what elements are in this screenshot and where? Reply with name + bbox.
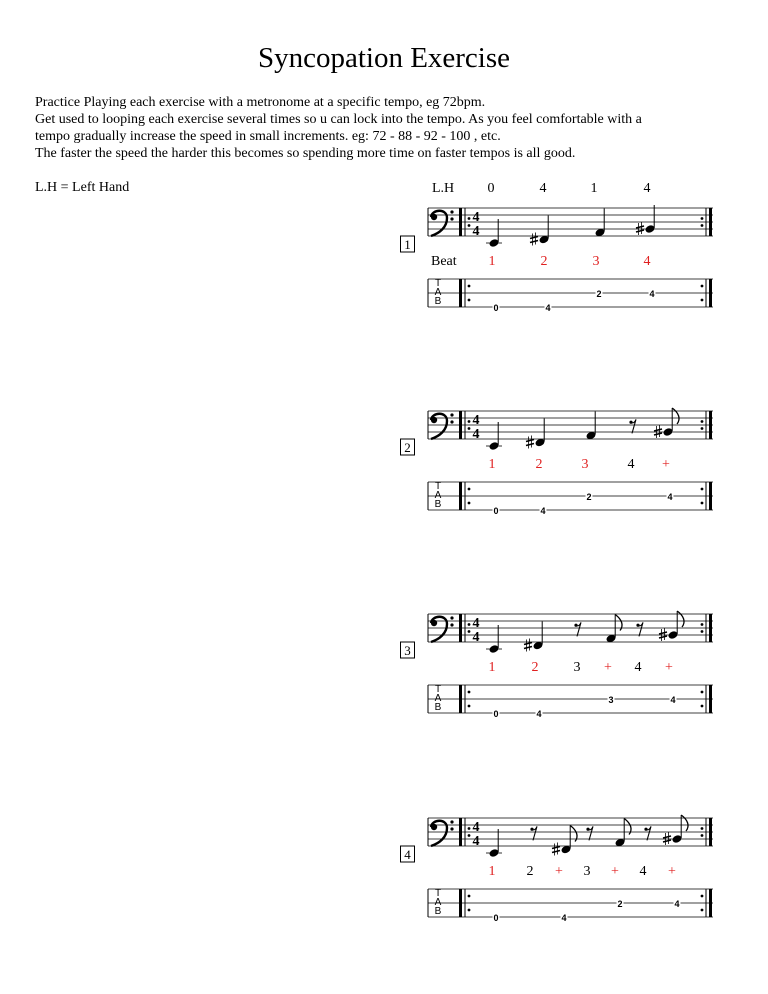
repeat-dot [468, 217, 471, 220]
repeat-end-thick [709, 208, 712, 236]
clef-dot [450, 616, 453, 619]
repeat-dot [701, 285, 704, 288]
repeat-dot [701, 299, 704, 302]
tab-clef-letter: A [434, 693, 442, 704]
tab-fret-number: 4 [536, 709, 542, 719]
exercise-number: 1 [404, 237, 411, 252]
repeat-dot [468, 630, 471, 633]
time-signature-bottom: 4 [472, 427, 480, 442]
repeat-dot [701, 488, 704, 491]
quarter-note [524, 622, 544, 652]
tab-clef-letter: B [434, 499, 442, 510]
eighth-note [659, 611, 684, 641]
tab-fret-number: 4 [540, 506, 546, 516]
lh-finger: 0 [487, 181, 495, 196]
tab-repeat-thick [709, 889, 712, 917]
repeat-dot [468, 895, 471, 898]
repeat-dot [701, 909, 704, 912]
instruction-line: The faster the speed the harder this becomes so spending more time on faster tempos is all good. [35, 146, 576, 161]
tab-repeat-thick [709, 279, 712, 307]
bass-clef [431, 616, 454, 642]
exercise-number: 4 [404, 847, 411, 862]
repeat-dot [701, 630, 704, 633]
eighth-note [663, 815, 688, 845]
tab-fret-number: 4 [670, 695, 676, 705]
sharp-stroke [636, 230, 644, 232]
tab-fret-number: 0 [493, 913, 499, 923]
sharp-sign [526, 436, 534, 449]
tab-clef-letter: T [434, 888, 442, 899]
repeat-dot [468, 427, 471, 430]
sharp-stroke [526, 444, 534, 446]
tab-clef-letter: B [434, 702, 442, 713]
tab-clef-letter: B [434, 296, 442, 307]
quarter-note [486, 625, 502, 654]
sharp-stroke [663, 836, 671, 838]
quarter-note [486, 219, 502, 248]
tab-fret-number: 0 [493, 506, 499, 516]
repeat-dot [468, 691, 471, 694]
clef-dot [450, 820, 453, 823]
bass-clef [431, 820, 454, 846]
repeat-dot [701, 420, 704, 423]
repeat-dot [701, 827, 704, 830]
eighth-note [552, 826, 577, 856]
beat-count: + [555, 864, 563, 879]
time-signature-top: 4 [472, 210, 480, 225]
clef-head [431, 214, 437, 220]
lh-finger: 1 [590, 181, 598, 196]
lh-finger: 4 [539, 181, 547, 196]
sharp-sign [524, 639, 532, 652]
repeat-dot [468, 834, 471, 837]
tab-repeat-thick [459, 482, 462, 510]
clef-dot [450, 827, 453, 830]
repeat-dot [701, 623, 704, 626]
repeat-dot [701, 217, 704, 220]
repeat-end-thick [709, 411, 712, 439]
repeat-start-thick [459, 208, 462, 236]
sharp-sign [636, 222, 644, 235]
repeat-dot [468, 224, 471, 227]
beat-count: 4 [634, 660, 642, 675]
tab-clef-letter: A [434, 897, 442, 908]
note-flag [681, 815, 688, 831]
sharp-stroke [530, 237, 538, 239]
sharp-stroke [654, 433, 662, 435]
beat-count: 4 [639, 864, 647, 879]
sharp-stroke [654, 429, 662, 431]
repeat-dot [701, 224, 704, 227]
beat-count: 2 [531, 660, 539, 675]
clef-head [431, 824, 437, 830]
instruction-line: Practice Playing each exercise with a metronome at a specific tempo, eg 72bpm. [35, 95, 486, 110]
exercise-number: 3 [404, 643, 411, 658]
sharp-stroke [552, 847, 560, 849]
eighth-rest [629, 419, 636, 433]
quarter-note [530, 216, 550, 246]
tab-clef-letter: A [434, 490, 442, 501]
beat-count: + [611, 864, 619, 879]
clef-dot [450, 420, 453, 423]
quarter-note [486, 829, 502, 858]
eighth-rest [644, 826, 651, 840]
clef-dot [450, 217, 453, 220]
sharp-sign [663, 832, 671, 845]
clef-head [431, 417, 437, 423]
sharp-sign [654, 425, 662, 438]
exercise-number: 2 [404, 440, 411, 455]
repeat-dot [701, 895, 704, 898]
beat-count: + [604, 660, 612, 675]
repeat-dot [701, 691, 704, 694]
beat-count: + [662, 457, 670, 472]
time-signature-bottom: 4 [472, 834, 480, 849]
exercise-2 [401, 408, 714, 516]
tab-fret-number: 4 [667, 492, 673, 502]
beat-count: + [665, 660, 673, 675]
beat-count: 3 [573, 660, 581, 675]
sharp-stroke [636, 226, 644, 228]
sharp-stroke [663, 840, 671, 842]
beat-count: 2 [535, 457, 543, 472]
sharp-sign [530, 233, 538, 246]
bass-clef [431, 413, 454, 439]
eighth-note [614, 819, 631, 848]
tab-fret-number: 2 [596, 289, 602, 299]
beat-count: 1 [488, 864, 496, 879]
repeat-dot [468, 299, 471, 302]
tab-clef-letter: T [434, 278, 442, 289]
beat-count: 3 [583, 864, 591, 879]
time-signature-top: 4 [472, 413, 480, 428]
clef-dot [450, 413, 453, 416]
tab-fret-number: 2 [586, 492, 592, 502]
tab-fret-number: 0 [493, 303, 499, 313]
beat-count: 1 [488, 660, 496, 675]
beat-count: 4 [627, 457, 635, 472]
repeat-dot [701, 502, 704, 505]
lh-label: L.H [432, 181, 455, 196]
clef-dot [450, 210, 453, 213]
repeat-start-thick [459, 411, 462, 439]
tab-fret-number: 4 [561, 913, 567, 923]
exercise-3 [401, 611, 714, 719]
repeat-dot [468, 705, 471, 708]
repeat-dot [468, 623, 471, 626]
repeat-dot [701, 834, 704, 837]
time-signature-bottom: 4 [472, 224, 480, 239]
sharp-stroke [524, 643, 532, 645]
beat-label: Beat [431, 254, 457, 269]
quarter-note [636, 205, 656, 235]
beat-count: 3 [592, 254, 600, 269]
tab-repeat-thick [459, 685, 462, 713]
quarter-note [594, 209, 605, 238]
left-hand-legend: L.H = Left Hand [35, 180, 130, 195]
eighth-note [654, 408, 679, 438]
eighth-note [605, 615, 622, 644]
repeat-dot [468, 488, 471, 491]
repeat-dot [468, 827, 471, 830]
repeat-dot [468, 909, 471, 912]
beat-count: 2 [540, 254, 548, 269]
instruction-line: tempo gradually increase the speed in small increments. eg: 72 - 88 - 92 - 100 , etc. [35, 129, 501, 144]
beat-count: 1 [488, 457, 496, 472]
tab-fret-number: 4 [545, 303, 551, 313]
clef-head [431, 620, 437, 626]
sharp-stroke [524, 647, 532, 649]
time-signature-top: 4 [472, 616, 480, 631]
beat-count: 2 [526, 864, 534, 879]
repeat-end-thick [709, 614, 712, 642]
clef-dot [450, 623, 453, 626]
tab-clef-letter: A [434, 287, 442, 298]
repeat-end-thick [709, 818, 712, 846]
sharp-sign [659, 628, 667, 641]
tab-clef-letter: T [434, 481, 442, 492]
page-title: Syncopation Exercise [257, 42, 511, 74]
sharp-sign [552, 843, 560, 856]
beat-count: + [668, 864, 676, 879]
repeat-dot [701, 705, 704, 708]
quarter-note [585, 412, 596, 441]
sharp-stroke [659, 632, 667, 634]
tab-fret-number: 0 [493, 709, 499, 719]
eighth-rest [530, 826, 537, 840]
note-flag [672, 408, 679, 424]
time-signature-top: 4 [472, 820, 480, 835]
repeat-start-thick [459, 818, 462, 846]
tab-fret-number: 2 [617, 899, 623, 909]
tab-repeat-thick [709, 482, 712, 510]
repeat-dot [701, 427, 704, 430]
tab-repeat-thick [709, 685, 712, 713]
instruction-line: Get used to looping each exercise several times so u can lock into the tempo. As you feel comfortable with a [35, 112, 642, 127]
sharp-stroke [552, 851, 560, 853]
repeat-dot [468, 502, 471, 505]
tab-fret-number: 4 [674, 899, 680, 909]
eighth-rest [574, 622, 581, 636]
tab-fret-number: 3 [608, 695, 614, 705]
quarter-note [526, 419, 546, 449]
repeat-start-thick [459, 614, 462, 642]
sharp-stroke [530, 241, 538, 243]
time-signature-bottom: 4 [472, 630, 480, 645]
note-flag [677, 611, 684, 627]
tab-repeat-thick [459, 889, 462, 917]
bass-clef [431, 210, 454, 236]
eighth-rest [636, 622, 643, 636]
tab-clef-letter: T [434, 684, 442, 695]
quarter-note [486, 422, 502, 451]
tab-repeat-thick [459, 279, 462, 307]
repeat-dot [468, 285, 471, 288]
sharp-stroke [659, 636, 667, 638]
beat-count: 3 [581, 457, 589, 472]
sharp-stroke [526, 440, 534, 442]
tab-fret-number: 4 [649, 289, 655, 299]
eighth-rest [586, 826, 593, 840]
exercise-1 [401, 181, 714, 313]
repeat-dot [468, 420, 471, 423]
tab-clef-letter: B [434, 906, 442, 917]
beat-count: 1 [488, 254, 496, 269]
lh-finger: 4 [643, 181, 651, 196]
exercise-4 [401, 815, 714, 923]
beat-count: 4 [643, 254, 651, 269]
